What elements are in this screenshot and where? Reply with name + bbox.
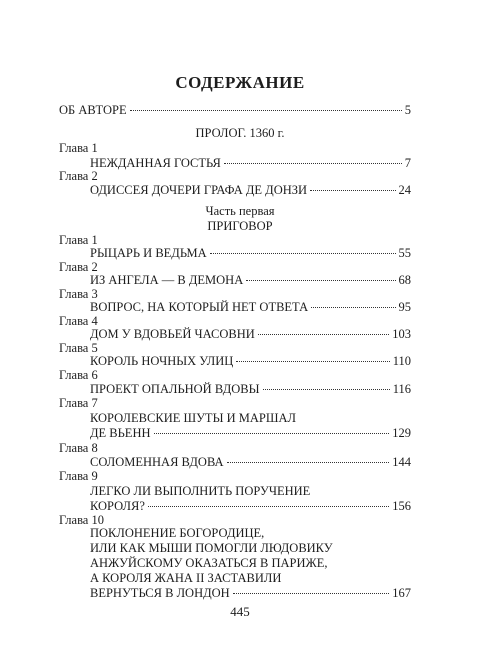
chapter-label: Глава 4 [59, 314, 98, 328]
toc-entry-about [59, 103, 411, 118]
entry-page: 55 [398, 246, 411, 260]
chapter-label: Глава 2 [59, 169, 98, 183]
entry-title-line: ЛЕГКО ЛИ ВЫПОЛНИТЬ ПОРУЧЕНИЕ [90, 484, 311, 498]
dot-leader [224, 163, 402, 164]
dot-leader [154, 433, 390, 434]
dot-leader [148, 506, 389, 507]
entry-title-line: ПОКЛОНЕНИЕ БОГОРОДИЦЕ, [90, 526, 265, 540]
chapter-label: Глава 8 [59, 441, 98, 455]
entry-title-line: КОРОЛЯ? [90, 499, 145, 513]
entry-page: 116 [392, 382, 411, 396]
dot-leader [311, 307, 395, 308]
chapter-label: Глава 7 [59, 396, 98, 410]
prologue-heading: ПРОЛОГ. 1360 г. [195, 126, 285, 140]
entry-page: 110 [392, 354, 411, 368]
toc-entry [90, 273, 411, 288]
toc-entry [90, 183, 411, 198]
chapter-label: Глава 1 [59, 233, 98, 247]
entry-page: 24 [398, 183, 411, 197]
entry-title-line: ВЕРНУТЬСЯ В ЛОНДОН [90, 586, 230, 600]
part-title: ПРИГОВОР [207, 219, 273, 233]
dot-leader [236, 361, 389, 362]
entry-title: ДОМ У ВДОВЬЕЙ ЧАСОВНИ [90, 327, 255, 341]
entry-title: ОДИССЕЯ ДОЧЕРИ ГРАФА ДЕ ДОНЗИ [90, 183, 308, 197]
entry-page: 5 [404, 103, 411, 117]
toc-entry [90, 156, 411, 171]
page-title: СОДЕРЖАНИЕ [175, 73, 305, 92]
toc-entry [90, 455, 411, 470]
entry-page: 68 [398, 273, 411, 287]
dot-leader [210, 253, 396, 254]
entry-title: НЕЖДАННАЯ ГОСТЬЯ [90, 156, 221, 170]
entry-page: 129 [392, 426, 411, 440]
dot-leader [130, 110, 402, 111]
entry-page: 156 [392, 499, 411, 513]
dot-leader [246, 280, 395, 281]
entry-page: 144 [392, 455, 411, 469]
toc-entry [90, 300, 411, 315]
entry-title-line: АНЖУЙСКОМУ ОКАЗАТЬСЯ В ПАРИЖЕ, [90, 556, 328, 570]
chapter-label: Глава 6 [59, 368, 98, 382]
toc-entry [90, 586, 411, 601]
page-number: 445 [230, 604, 250, 619]
entry-title: КОРОЛЬ НОЧНЫХ УЛИЦ [90, 354, 234, 368]
entry-page: 167 [392, 586, 411, 600]
entry-page: 7 [404, 156, 411, 170]
chapter-label: Глава 2 [59, 260, 98, 274]
chapter-label: Глава 9 [59, 469, 98, 483]
chapter-label: Глава 5 [59, 341, 98, 355]
toc-entry [90, 327, 411, 342]
entry-title: ВОПРОС, НА КОТОРЫЙ НЕТ ОТВЕТА [90, 300, 309, 314]
entry-title: ПРОЕКТ ОПАЛЬНОЙ ВДОВЫ [90, 382, 260, 396]
entry-page: 103 [392, 327, 411, 341]
toc-entry [90, 426, 411, 441]
chapter-label: Глава 10 [59, 513, 104, 527]
dot-leader [310, 190, 395, 191]
dot-leader [227, 462, 390, 463]
entry-title-line: ДЕ ВЬЕНН [90, 426, 151, 440]
entry-page: 95 [398, 300, 411, 314]
part-label: Часть первая [205, 204, 275, 218]
entry-title: ИЗ АНГЕЛА — В ДЕМОНА [90, 273, 244, 287]
entry-title: ОБ АВТОРЕ [59, 103, 127, 117]
entry-title-line: А КОРОЛЯ ЖАНА II ЗАСТАВИЛИ [90, 571, 282, 585]
entry-title-line: КОРОЛЕВСКИЕ ШУТЫ И МАРШАЛ [90, 411, 296, 425]
entry-title: СОЛОМЕННАЯ ВДОВА [90, 455, 224, 469]
dot-leader [258, 334, 389, 335]
dot-leader [263, 389, 390, 390]
entry-title: РЫЦАРЬ И ВЕДЬМА [90, 246, 207, 260]
toc-entry [90, 499, 411, 514]
toc-entry [90, 354, 411, 369]
entry-title-line: ИЛИ КАК МЫШИ ПОМОГЛИ ЛЮДОВИКУ [90, 541, 333, 555]
chapter-label: Глава 1 [59, 141, 98, 155]
toc-entry [90, 382, 411, 397]
toc-entry [90, 246, 411, 261]
chapter-label: Глава 3 [59, 287, 98, 301]
dot-leader [233, 593, 390, 594]
